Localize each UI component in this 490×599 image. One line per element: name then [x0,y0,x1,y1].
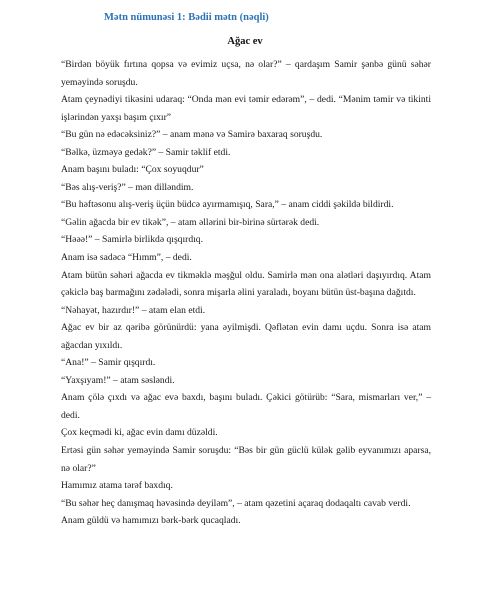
paragraph: Hamımız atama tərəf baxdıq. [61,480,173,492]
paragraph: Ertəsi gün səhər yeməyində Samir soruşdu: “Bəs bir gün güclü külək gəlib eyvanımızı aparsa, nə olar?” [61,445,431,474]
story-title: Ağac ev [227,36,263,47]
paragraph: “Bu səhər heç danışmaq həvəsində deyiləm”, – atam qəzetini açaraq dodaqaltı cavab verdi. [61,497,411,509]
paragraph: “Ana!” – Samir qışqırdı. [61,357,156,369]
paragraph: “Bu həftəsonu alış-veriş üçün büdcə ayırmamışıq, Sara,” – anam ciddi şəkildə bildirdi. [61,199,394,211]
paragraph: Anam güldü və hamımızı bərk-bərk qucaqladı. [61,515,241,527]
paragraph: “Bəlkə, üzməyə gedək?” – Samir təklif etdi. [61,146,231,158]
paragraph: Atam bütün səhəri ağacda ev tikməklə məşğul oldu. Samirlə mən ona alətləri daşıyırdıq. Atam çəkiclə baş barmağını zədələdi, sonra mişarla əlini yaraladı, boyanı bütün üst-başına dağıtdı. [61,269,431,299]
paragraph: Anam çölə çıxdı və ağac evə baxdı, başını buladı. Çəkici götürüb: “Sara, mismarları ver,” – dedi. [61,392,431,421]
paragraph: Atam çeynədiyi tikəsini udaraq: “Onda mən evi təmir edərəm”, – dedi. “Mənim təmir və tikinti işlərindən yaxşı başım çıxır” [61,94,431,123]
paragraph: “Gəlin ağacda bir ev tikək”, – atam əllərini bir-birinə sürtərək dedi. [61,216,320,228]
paragraph: “Birdən böyük fırtına qopsa və evimiz uçsa, nə olar?” – qardaşım Samir şənbə günü səhər yeməyində soruşdu. [61,59,431,88]
paragraph: Anam başını buladı: “Çox soyuqdur” [61,164,204,176]
paragraph: “Yaxşıyam!” – atam səsləndi. [61,374,175,386]
paragraph: Anam isə sadəcə “Hımm”, – dedi. [61,252,192,264]
paragraph: Ağac ev bir az qəribə görünürdü: yana əyilmişdi. Qəflətən evin damı uçdu. Sonra isə atam ağacdan yıxıldı. [61,322,431,351]
paragraph: “Nəhayət, hazırdır!” – atam elan etdi. [61,304,206,316]
paragraph: Çox keçmədi ki, ağac evin damı düzəldi. [61,427,218,439]
paragraph: “Bu gün nə edəcəksiniz?” – anam mənə və Samirə baxaraq soruşdu. [61,129,323,141]
paragraph: “Bəs alış-veriş?” – mən dilləndim. [61,181,194,193]
story-body [61,56,431,530]
section-heading: Mətn nümunəsi 1: Bədii mətn (nəqli) [104,12,269,23]
paragraph: “Həəə!” – Samirlə birlikdə qışqırdıq. [61,234,203,246]
